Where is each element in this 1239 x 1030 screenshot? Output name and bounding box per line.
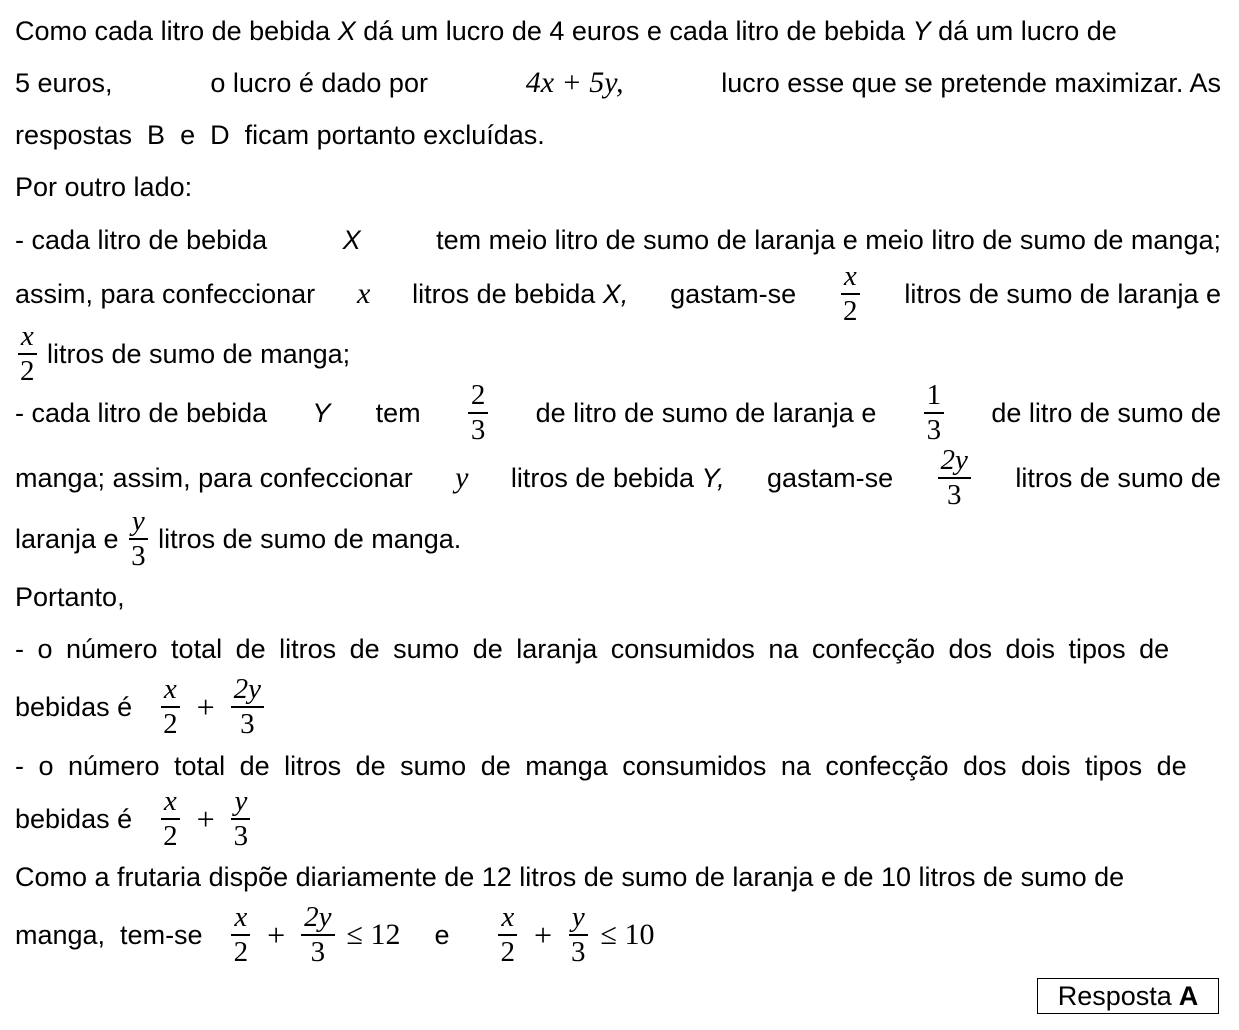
var-X: X, (602, 278, 629, 309)
numerator: y (234, 785, 248, 817)
text: bebidas é (15, 803, 133, 834)
text: 5 euros, (15, 67, 113, 98)
text: lucro esse que se pretende maximizar. As (721, 67, 1221, 98)
text: Portanto, (15, 581, 125, 612)
p4-line-2 (15, 673, 1221, 740)
text: manga; assim, para confeccionar (15, 462, 413, 493)
text: bebidas é (15, 691, 133, 722)
numerator: x (163, 673, 177, 705)
text: - cada litro de bebida (15, 224, 268, 255)
text: gastam-se (767, 462, 894, 493)
answer-box (1037, 978, 1219, 1014)
p4-line-4 (15, 785, 1221, 852)
fraction (938, 446, 971, 510)
fraction (468, 381, 489, 445)
numerator: y (571, 901, 585, 933)
text: manga, tem-se (15, 919, 203, 950)
text: o lucro é dado por (210, 67, 428, 98)
p5-line-1 (15, 858, 1221, 896)
text: - o número total de litros de sumo de laranja consumidos na confecção dos dois tipos de (15, 633, 1170, 664)
p4-title (15, 578, 1221, 616)
p2-line-1 (15, 221, 1221, 259)
text: tem meio litro de sumo de laranja e meio litro de sumo de manga; (436, 224, 1221, 255)
var-x: x (356, 277, 371, 310)
text: litros de sumo de manga. (158, 523, 462, 554)
var-Y: Y (912, 15, 931, 46)
numerator: x (20, 320, 34, 352)
text: de litro de sumo de laranja e (535, 397, 877, 428)
p3-line-1 (15, 379, 1221, 446)
inequality-bound: ≤ 12 (346, 918, 401, 951)
denominator: 3 (240, 708, 255, 740)
plus-sign: + (534, 916, 553, 953)
p5-line-2 (15, 903, 1221, 967)
denominator: 3 (571, 936, 586, 968)
var-Y: Y (312, 397, 331, 428)
text: litros de sumo de manga; (47, 338, 351, 369)
plus-sign: + (196, 688, 215, 725)
text: assim, para confeccionar (15, 278, 316, 309)
var-X: X (342, 224, 361, 255)
denominator: 2 (233, 936, 249, 968)
text: litros de sumo de laranja e (904, 278, 1221, 309)
text: Por outro lado: (15, 171, 193, 202)
var-Y: Y, (701, 462, 725, 493)
fraction (840, 262, 861, 326)
conjunction: e (434, 919, 450, 950)
text: Como a frutaria dispõe diariamente de 12 litros de sumo de laranja e de 10 litros de sumo de (15, 861, 1125, 892)
p1-line-2 (15, 64, 1221, 102)
denominator: 3 (131, 540, 146, 572)
p4-line-1 (15, 630, 1221, 668)
denominator: 3 (946, 479, 962, 511)
numerator: 1 (924, 381, 945, 414)
text: laranja e (15, 523, 119, 554)
text: dá um lucro de 4 euros e cada litro de bebida (363, 15, 906, 46)
plus-sign: + (267, 916, 286, 953)
fraction (160, 787, 181, 851)
p1-line-1 (15, 12, 1221, 50)
numerator: x (234, 901, 248, 933)
p3-line-3 (15, 505, 1221, 572)
text: - cada litro de bebida (15, 397, 268, 428)
answer-label: Resposta (1057, 980, 1172, 1011)
denominator: 2 (500, 936, 515, 968)
p1-line-3 (15, 116, 1221, 154)
answer-letter: A (1178, 980, 1199, 1011)
text: de litro de sumo de (991, 397, 1221, 428)
fraction (924, 381, 945, 445)
numerator: 2y (940, 444, 968, 476)
p2-line-3 (15, 320, 1221, 387)
numerator: 2y (304, 901, 332, 933)
text: - o número total de litros de sumo de manga consumidos na confecção dos dois tipos de (15, 750, 1187, 781)
inequality-bound: ≤ 10 (600, 918, 655, 951)
orange-juice-inequality (229, 903, 401, 967)
text: litros de bebida (510, 462, 695, 493)
text: tem (375, 397, 421, 428)
denominator: 2 (163, 708, 178, 740)
denominator: 2 (843, 295, 858, 327)
numerator: 2y (233, 673, 262, 705)
text-group (412, 279, 628, 310)
fraction (568, 903, 589, 967)
fraction (128, 507, 149, 571)
fraction (231, 675, 264, 739)
fraction (160, 675, 181, 739)
fraction (498, 903, 519, 967)
denominator: 3 (233, 820, 249, 852)
numerator: 2 (468, 381, 489, 414)
var-X: X (337, 15, 356, 46)
p3-line-2 (15, 444, 1221, 511)
numerator: y (131, 505, 145, 537)
numerator: x (501, 901, 515, 933)
text: respostas B e D ficam portanto excluídas. (15, 119, 545, 150)
denominator: 3 (470, 414, 486, 446)
mango-juice-inequality (496, 903, 655, 967)
profit-expression: 4x + 5y, (525, 66, 624, 99)
p4-line-3 (15, 747, 1221, 785)
denominator: 2 (20, 355, 35, 387)
denominator: 3 (926, 414, 942, 446)
denominator: 2 (163, 820, 178, 852)
var-y: y (455, 461, 469, 494)
plus-sign: + (196, 800, 215, 837)
text: gastam-se (670, 278, 797, 309)
p2-title (15, 168, 1221, 206)
fraction (301, 903, 334, 967)
text: litros de bebida (412, 278, 596, 309)
fraction (231, 903, 252, 967)
text: Como cada litro de bebida (15, 15, 331, 46)
denominator: 3 (310, 936, 326, 968)
text-group (511, 463, 725, 494)
text: litros de sumo de (1015, 462, 1221, 493)
p2-line-2 (15, 260, 1221, 327)
numerator: x (843, 260, 857, 292)
text: dá um lucro de (938, 15, 1117, 46)
fraction (231, 787, 252, 851)
fraction (17, 322, 38, 386)
numerator: x (163, 785, 177, 817)
